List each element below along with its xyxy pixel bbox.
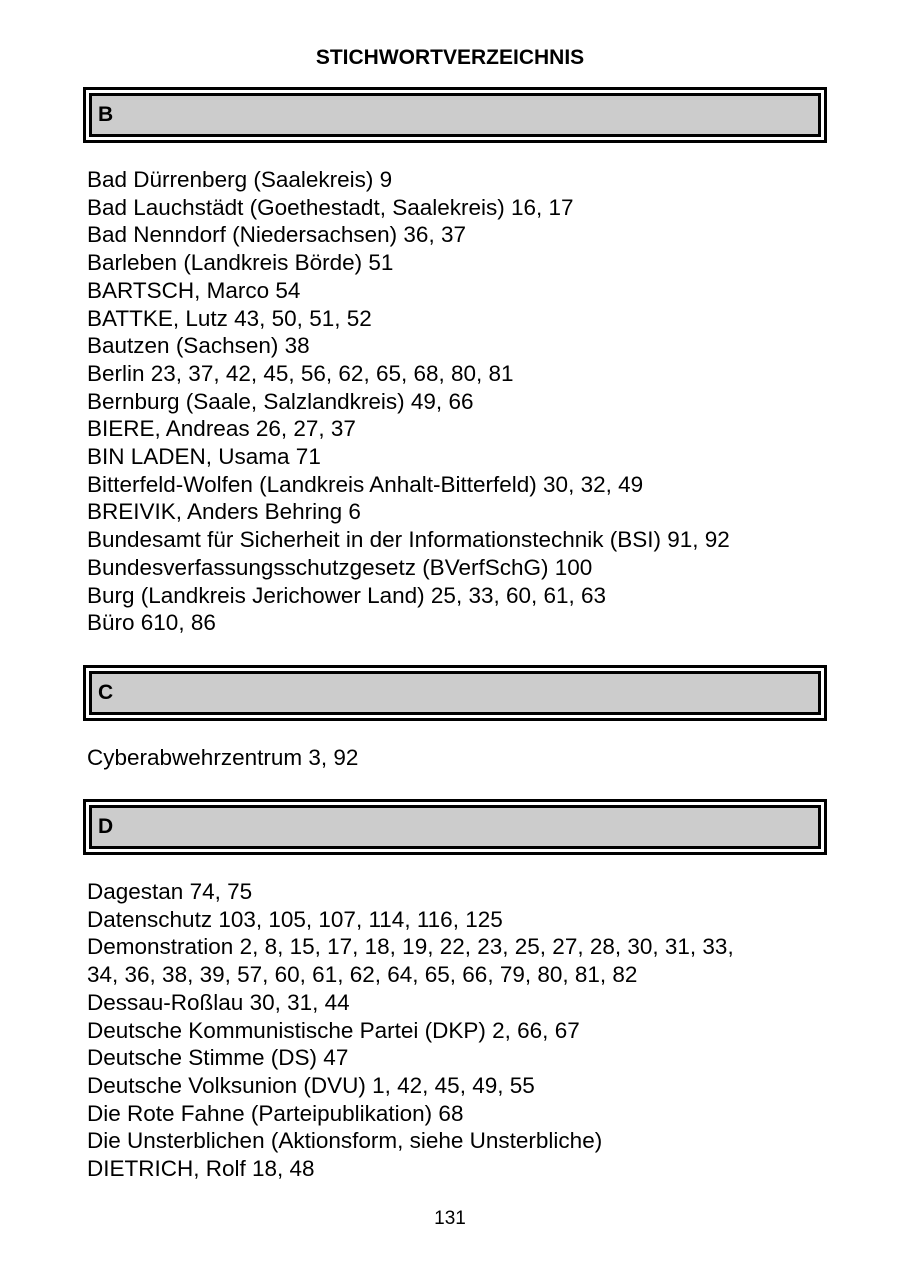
index-entry: Bad Lauchstädt (Goethestadt, Saalekreis) 16, 17 <box>87 194 574 220</box>
index-entry: Deutsche Kommunistische Partei (DKP) 2, 66, 67 <box>87 1017 580 1043</box>
index-entry: Bad Nenndorf (Niedersachsen) 36, 37 <box>87 222 466 248</box>
index-entry: Deutsche Volksunion (DVU) 1, 42, 45, 49, 55 <box>87 1072 535 1098</box>
index-entry: DIETRICH, Rolf 18, 48 <box>87 1156 315 1182</box>
index-entry: Burg (Landkreis Jerichower Land) 25, 33, 60, 61, 63 <box>87 582 607 608</box>
index-entry: Datenschutz 103, 105, 107, 114, 116, 125 <box>87 906 503 932</box>
section-letter: C <box>89 671 821 715</box>
index-entry: Bitterfeld-Wolfen (Landkreis Anhalt-Bitterfeld) 30, 32, 49 <box>87 471 644 497</box>
index-entry: Dagestan 74, 75 <box>87 879 253 904</box>
index-entry: Bautzen (Sachsen) 38 <box>87 333 310 359</box>
index-entry: Bad Dürrenberg (Saalekreis) 9 <box>87 167 393 192</box>
section-letter: D <box>89 805 821 849</box>
index-entry: Berlin 23, 37, 42, 45, 56, 62, 65, 68, 80, 81 <box>87 360 514 386</box>
index-entry: BIN LADEN, Usama 71 <box>87 444 321 470</box>
section-header-c <box>83 665 827 721</box>
index-entry: Die Rote Fahne (Parteipublikation) 68 <box>87 1100 464 1126</box>
index-entry: Dessau-Roßlau 30, 31, 44 <box>87 989 350 1015</box>
page-number: 131 <box>434 1208 466 1229</box>
index-entry: 34, 36, 38, 39, 57, 60, 61, 62, 64, 65, 66, 79, 80, 81, 82 <box>87 962 638 988</box>
index-entry: BREIVIK, Anders Behring 6 <box>87 499 361 525</box>
index-entry: Deutsche Stimme (DS) 47 <box>87 1045 349 1071</box>
index-entry: Bundesverfassungsschutzgesetz (BVerfSchG) 100 <box>87 554 593 580</box>
section-letter: B <box>89 93 821 137</box>
index-list-b <box>87 166 730 637</box>
index-entry: Bundesamt für Sicherheit in der Informationstechnik (BSI) 91, 92 <box>87 527 730 553</box>
section-header-d <box>83 799 827 855</box>
index-entry: Büro 610, 86 <box>87 610 216 636</box>
page-title: STICHWORTVERZEICHNIS <box>315 46 585 69</box>
section-header-b <box>83 87 827 143</box>
index-list-d <box>87 878 734 1183</box>
index-entry: BATTKE, Lutz 43, 50, 51, 52 <box>87 305 372 331</box>
index-entry: BARTSCH, Marco 54 <box>87 277 301 303</box>
index-list-c <box>87 744 358 772</box>
index-entry: Cyberabwehrzentrum 3, 92 <box>87 745 359 770</box>
index-entry: Die Unsterblichen (Aktionsform, siehe Unsterbliche) <box>87 1128 603 1154</box>
index-entry: Demonstration 2, 8, 15, 17, 18, 19, 22, 23, 25, 27, 28, 30, 31, 33, <box>87 934 734 960</box>
index-entry: BIERE, Andreas 26, 27, 37 <box>87 416 356 442</box>
index-entry: Bernburg (Saale, Salzlandkreis) 49, 66 <box>87 388 474 414</box>
index-entry: Barleben (Landkreis Börde) 51 <box>87 250 394 276</box>
